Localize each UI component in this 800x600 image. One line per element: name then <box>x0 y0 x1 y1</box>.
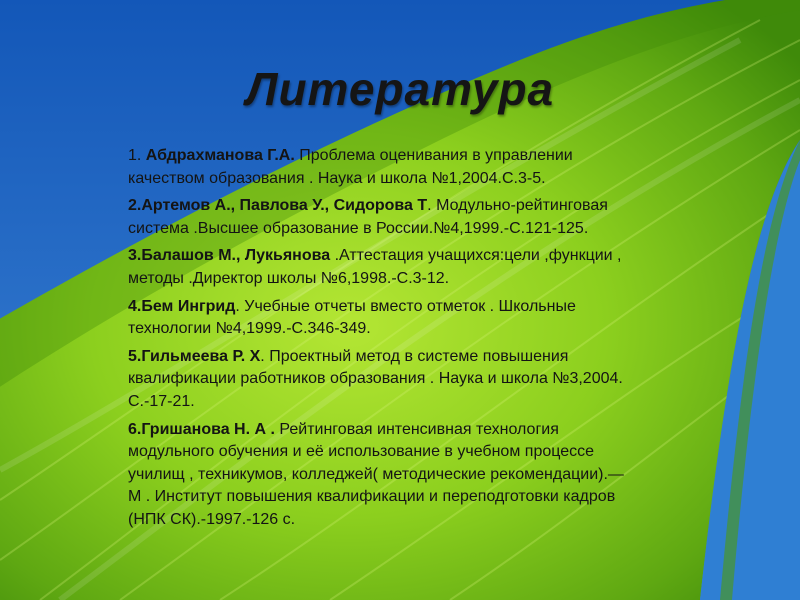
reference-author: Абдрахманова Г.А. <box>145 147 295 164</box>
reference-number: 4. <box>128 297 142 315</box>
reference-item <box>128 296 768 341</box>
reference-author: Артемов А., Павлова У., Сидорова Т <box>141 197 428 215</box>
slide-title: Литература <box>245 63 555 115</box>
reference-text: Рейтинговая интенсивная технология <box>274 420 559 438</box>
reference-text: . Учебные отчеты вместо отметок . Школьные <box>235 297 576 315</box>
reference-text: . Модульно-рейтинговая <box>427 197 608 215</box>
reference-text: квалификации работников образования . Наука и школа №3,2004. <box>128 370 623 388</box>
reference-item <box>128 245 768 290</box>
reference-text: (НПК СК).-1997.-126 с. <box>128 510 296 528</box>
reference-item <box>128 419 768 532</box>
reference-text: качеством образования . Наука и школа №1,2004.С.3-5. <box>128 169 546 187</box>
reference-number: 6. <box>128 420 142 438</box>
reference-number: 2. <box>128 197 142 215</box>
reference-text: М . Институт повышения квалификации и переподготовки кадров <box>128 488 616 506</box>
reference-text: С.-17-21. <box>128 392 195 410</box>
reference-text: модульного обучения и её использование в учебном процессе <box>128 443 595 461</box>
reference-text: училищ , техникумов, колледжей( методические рекомендации).— <box>128 465 624 483</box>
reference-number: 1. <box>128 147 142 164</box>
reference-author: Гильмеева Р. Х <box>141 347 261 365</box>
reference-author: Бем Ингрид <box>141 297 236 315</box>
reference-text: . Проектный метод в системе повышения <box>260 347 569 365</box>
references-list <box>128 145 768 537</box>
reference-text: .Аттестация учащихся:цели ,функции , <box>330 247 622 265</box>
reference-number: 5. <box>128 347 142 365</box>
reference-text: методы .Директор школы №6,1998.-С.3-12. <box>128 269 450 287</box>
reference-author: Балашов М., Лукьянова <box>141 247 331 265</box>
reference-item <box>128 145 768 190</box>
reference-text: система .Высшее образование в России.№4,1999.-С.121-125. <box>128 219 589 237</box>
reference-author: Гришанова Н. А . <box>141 420 275 438</box>
reference-text: технологии №4,1999.-С.346-349. <box>128 320 371 338</box>
reference-item <box>128 346 768 414</box>
reference-item <box>128 195 768 240</box>
reference-number: 3. <box>128 247 142 265</box>
reference-text: Проблема оценивания в управлении <box>299 147 573 164</box>
